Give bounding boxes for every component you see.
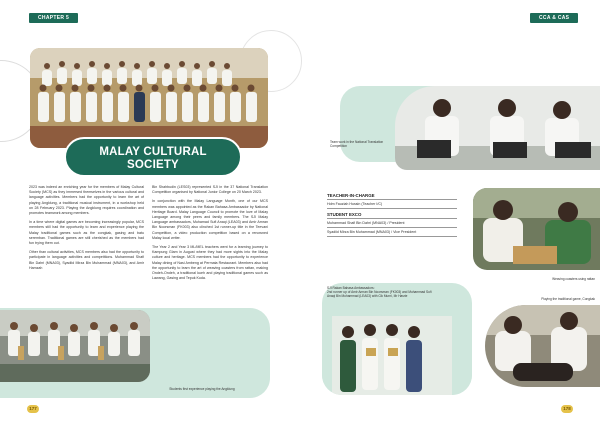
angklung-photo bbox=[0, 310, 150, 382]
page-number-left: 177 bbox=[27, 405, 39, 413]
paragraph: Other than cultural activities, MCS members also had the opportunity to participate in language activities and competitions. Muhammad Shafi Bin Dahri (MNA03), Syadiid Mirza Bin Muhammad (MNA03), and Amir Hamzah bbox=[29, 250, 144, 270]
title-pill bbox=[64, 137, 242, 177]
cca-tag: CCA & CAS bbox=[530, 13, 578, 23]
ambassadors-photo bbox=[322, 308, 472, 395]
page-title-line-1: MALAY CULTURAL bbox=[99, 146, 207, 158]
people-table bbox=[327, 193, 457, 237]
rattan-caption: Weaving coasters using rattan bbox=[552, 277, 595, 281]
teacher-heading: TEACHER-IN-CHARGE bbox=[327, 193, 457, 200]
rattan-weaving-photo bbox=[473, 188, 600, 270]
text-column-2 bbox=[152, 185, 268, 285]
exco-member: Syadiid Mirza Bin Muhammad (MNA03) / Vice President bbox=[327, 228, 457, 237]
paragraph: 2023 was indeed an enriching year for the members of Malay Cultural Society (MCS) as they immersed themselves in the various cultural and language activities. Members had the opportunity to learn the art of playing Angklung, a traditional musical instrument, in a workshop held on 28 February 2023. Playing the Angklung requires coordination and promotes teamwork among members. bbox=[29, 185, 144, 216]
translation-caption: Team work in the National Translation Competition bbox=[330, 140, 384, 148]
ambassador-caption-line1: SJI Rakan Bahasa Ambassadors: bbox=[327, 286, 375, 290]
chapter-tag: CHAPTER 5 bbox=[29, 13, 78, 23]
page-number-right: 178 bbox=[561, 405, 573, 413]
paragraph: In a time where digital games are becoming increasingly popular, MCS members still had the opportunity to learn and experience playing the Malay traditional games such as the congkak, gasing and batu seremban. Traditional games are still cherished as the members had fun trying them out. bbox=[29, 220, 144, 246]
page-title-line-2: SOCIETY bbox=[127, 158, 179, 171]
paragraph: Bin Shahbudin (LES03) represented SJI in the 37 National Translation Competition organised by National Junior College on 20 March 2023. bbox=[152, 185, 268, 195]
group-photo bbox=[30, 48, 268, 148]
exco-heading: STUDENT EXCO bbox=[327, 209, 457, 219]
ambassador-caption bbox=[327, 286, 432, 298]
ambassador-caption-line2: 2nd runner up of Amir Amran Bin Noorsman (FK003) and Muhammad Sufi Anaqi Bin Muhammad (LEA03) with Cik Murni, Mr Hasrie bbox=[327, 290, 432, 298]
paragraph: The Year 2 and Year 3 ML/MEL teachers went for a learning journey to Kampung Glam in August where they had more sights into the Malay culture and heritage. MCS members had the opportunity to experience Malay dining of Nasi Ambeng at Permata Restaurant. Members also had the opportunity to learn the art of weaving coasters from rattan, making Ondeh-Ondeh, a traditional kueh and playing traditional games such as Lawang, Gasing and Tepuk Kuda. bbox=[152, 245, 268, 281]
teacher-name: Hdm Fauziah Hussin (Teacher I/C) bbox=[327, 200, 457, 209]
translation-competition-photo bbox=[395, 86, 600, 170]
congkak-photo bbox=[485, 305, 600, 387]
text-column-1 bbox=[29, 185, 144, 275]
exco-member: Muhammad Shafi Bin Dahri (MNA03) / President bbox=[327, 219, 457, 228]
angklung-caption: Students first experience playing the Angklung bbox=[169, 387, 235, 391]
congkak-caption: Playing the traditional game, Congkak bbox=[541, 297, 595, 301]
paragraph: In conjunction with the Malay Language Month, one of our MCS members was appointed as the Rakan Bahasa Ambassador by National Heritage Board. Malay Language Council to promote the love of Malay Language among their peers and family members. The SJI Malay Language ambassadors, Muhamad Sufi Anaqi (LEA03) and Amir Amran Bin Noorsman (FK003) also clinched 1st runner-up title in the Teevani Competition, a video production competition based on a renowned Malay local writer. bbox=[152, 199, 268, 240]
